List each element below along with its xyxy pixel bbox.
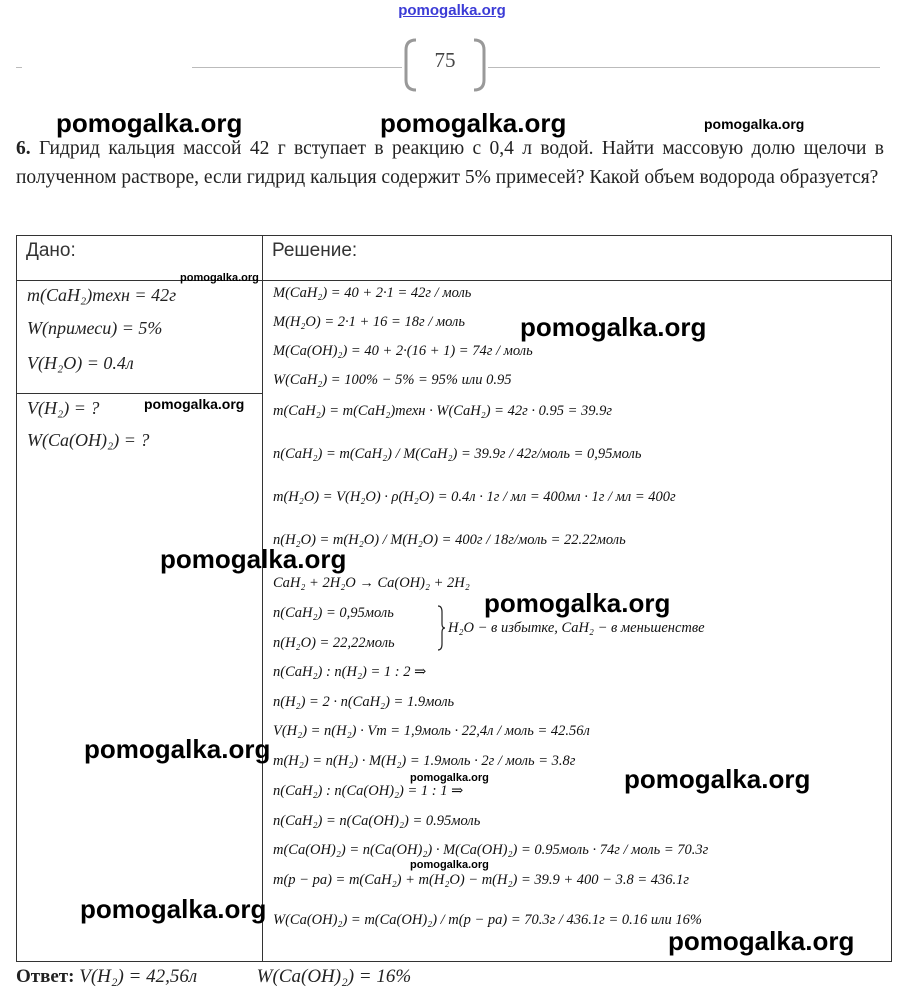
solution-line: m(p − pa) = m(CaH₂) + m(H₂O) − m(H₂) = 39.9 + 400 − 3.8 = 436.1г <box>273 872 690 888</box>
watermark: pomogalka.org <box>410 772 489 784</box>
solution-line: M(Ca(OH)₂) = 40 + 2·(16 + 1) = 74г / моль <box>273 343 533 359</box>
problem-statement <box>16 134 884 192</box>
problem-text: Гидрид кальция массой 42 г вступает в реакцию с 0,4 л водой. Найти массовую долю щелочи в полученном растворе, если гидрид кальция содержит 5% примесей? Какой объем водорода образуется? <box>16 138 885 188</box>
solution-line: n(H₂) = 2 · n(CaH₂) = 1.9моль <box>273 694 455 710</box>
given-volume-water: V(H₂O) = 0.4л <box>27 353 134 373</box>
solution-line: m(H₂O) = V(H₂O) · ρ(H₂O) = 0.4л · 1г / мл = 400мл · 1г / мл = 400г <box>273 489 676 505</box>
solution-line: V(H₂) = n(H₂) · Vm = 1,9моль · 22,4л / моль = 42.56л <box>273 723 590 739</box>
answer: Ответ: V(H₂) = 42,56л W(Ca(OH)₂) = 16% <box>16 966 412 987</box>
excess-note: H₂O − в избытке, CaH₂ − в меньшенстве <box>448 620 705 636</box>
header-rule-right <box>488 67 880 68</box>
solution-line: n(CaH₂) = 0,95моль <box>273 605 394 621</box>
solution-line: m(Ca(OH)₂) = n(Ca(OH)₂) · M(Ca(OH)₂) = 0.95моль · 74г / моль = 70.3г <box>273 842 709 858</box>
solution-line: W(CaH₂) = 100% − 5% = 95% или 0.95 <box>273 372 512 388</box>
page-number: 75 <box>434 48 456 72</box>
header-rule-left-tick <box>16 67 22 68</box>
watermark: pomogalka.org <box>668 926 855 956</box>
watermark: pomogalka.org <box>704 116 805 132</box>
solution-line: n(CaH₂) = m(CaH₂) / M(CaH₂) = 39.9г / 42г/моль = 0,95моль <box>273 446 642 462</box>
watermark: pomogalka.org <box>624 764 811 794</box>
answer-fraction-caoh2: W(Ca(OH)₂) = 16% <box>256 966 412 987</box>
reaction-equation: CaH₂ + 2H₂O → Ca(OH)₂ + 2H₂ <box>273 575 470 591</box>
solution-line: n(H₂O) = 22,22моль <box>273 635 395 651</box>
watermark: pomogalka.org <box>380 108 567 138</box>
site-link-top[interactable]: pomogalka.org <box>398 2 506 19</box>
given-header: Дано: <box>26 240 76 261</box>
table-header-divider <box>16 280 892 281</box>
table-column-divider <box>262 235 263 962</box>
find-volume-h2: V(H₂) = ? <box>27 398 100 418</box>
watermark: pomogalka.org <box>180 272 259 284</box>
solution-line: n(CaH₂) : n(Ca(OH)₂) = 1 : 1 ⇒ <box>273 783 464 799</box>
solution-line: M(CaH₂) = 40 + 2·1 = 42г / моль <box>273 285 472 301</box>
solution-line: m(CaH₂) = m(CaH₂)техн · W(CaH₂) = 42г · 0.95 = 39.9г <box>273 403 613 419</box>
watermark: pomogalka.org <box>410 859 489 871</box>
watermark: pomogalka.org <box>80 894 267 924</box>
solution-line: W(Ca(OH)₂) = m(Ca(OH)₂) / m(p − pa) = 70.3г / 436.1г = 0.16 или 16% <box>273 912 702 928</box>
problem-number: 6. <box>16 138 31 159</box>
given-mass-cah2: m(CaH₂)техн = 42г <box>27 285 177 305</box>
solution-line: M(H₂O) = 2·1 + 16 = 18г / моль <box>273 314 465 330</box>
watermark: pomogalka.org <box>484 588 671 618</box>
answer-volume-h2: V(H₂) = 42,56л <box>79 966 198 987</box>
given-impurity: W(примеси) = 5% <box>27 318 163 338</box>
find-fraction-caoh2: W(Ca(OH)₂) = ? <box>27 430 150 450</box>
solution-header: Решение: <box>272 240 358 261</box>
watermark: pomogalka.org <box>160 544 347 574</box>
solution-line: n(CaH₂) : n(H₂) = 1 : 2 ⇒ <box>273 664 427 680</box>
watermark: pomogalka.org <box>144 396 245 412</box>
watermark: pomogalka.org <box>520 312 707 342</box>
header-rule-left <box>192 67 402 68</box>
solution-line: n(CaH₂) = n(Ca(OH)₂) = 0.95моль <box>273 813 481 829</box>
watermark: pomogalka.org <box>56 108 243 138</box>
watermark: pomogalka.org <box>84 734 271 764</box>
brace-icon <box>436 604 446 652</box>
given-find-divider <box>16 393 262 394</box>
solution-line: n(H₂O) = m(H₂O) / M(H₂O) = 400г / 18г/моль = 22.22моль <box>273 532 626 548</box>
solution-line: m(H₂) = n(H₂) · M(H₂) = 1.9моль · 2г / моль = 3.8г <box>273 753 576 769</box>
answer-label: Ответ <box>16 966 69 987</box>
